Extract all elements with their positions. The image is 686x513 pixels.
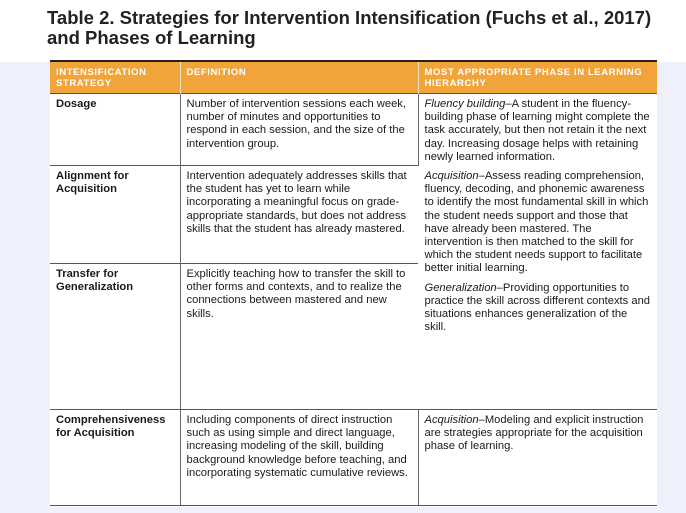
phase-cell: [418, 94, 657, 410]
strategies-table: [50, 60, 657, 507]
phase-label: Generalization: [424, 281, 497, 294]
phase-text: –Providing opportunities to practice the skill across different contexts and situations enhances generalization of the skill.: [424, 281, 651, 334]
definition-cell: Intervention adequately addresses skills that the student has yet to learn while incorporating a meaningful focus on grade-appropriate standards, but does not address skills that the student has already mastered.: [180, 166, 418, 264]
phase-text: –Modeling and explicit instruction are strategies appropriate for the acquisition phase of learning.: [424, 414, 644, 453]
header-row: [50, 62, 657, 94]
phase-cell: [418, 410, 657, 506]
strategy-cell: Alignment for Acquisition: [50, 166, 180, 264]
header-phase: MOST APPROPRIATE PHASE IN LEARNING HIERARCHY: [418, 62, 657, 94]
phase-label: Acquisition: [424, 414, 479, 426]
table-title: [47, 8, 667, 48]
header-strategy: INTENSIFICATION STRATEGY: [50, 62, 180, 94]
phase-entry: [425, 282, 652, 335]
phase-entry: [425, 98, 652, 164]
definition-cell: Including components of direct instruction such as using simple and direct language, increasing modeling of the skill, building background knowledge before teaching, and incorporating systematic cumulative reviews.: [180, 410, 418, 506]
phase-entry: [425, 170, 652, 276]
title-line-2: and Phases of Learning: [47, 27, 256, 48]
table-row: [50, 410, 657, 506]
strategy-cell: Dosage: [50, 94, 180, 166]
definition-cell: Number of intervention sessions each week, number of minutes and opportunities to respond in each session, and the size of the intervention group.: [180, 94, 418, 166]
phase-entry: [425, 414, 652, 454]
definition-cell: Explicitly teaching how to transfer the skill to other forms and contexts, and to realize the connections between mastered and new skills.: [180, 264, 418, 410]
phase-label: Acquisition: [424, 170, 479, 183]
strategy-cell: Transfer for Generalization: [50, 264, 180, 410]
table-row: [50, 94, 657, 166]
phase-text: –A student in the fluency-building phase of learning might complete the task accurately, but then not retain it the next day. Increasing dosage helps with retaining newly learned information.: [424, 98, 650, 163]
phase-label: Fluency building: [424, 98, 506, 110]
title-line-1: Table 2. Strategies for Intervention Intensification (Fuchs et al., 2017): [47, 7, 652, 28]
strategy-cell: Comprehensiveness for Acquisition: [50, 410, 180, 506]
header-definition: DEFINITION: [180, 62, 418, 94]
phase-text: –Assess reading comprehension, fluency, decoding, and phonemic awareness to identify the most fundamental skill in which the student needs support and those that have already been mastered. The intervention is then matched to the skill for which the student needs support to facilitate better initial learning.: [424, 170, 649, 275]
